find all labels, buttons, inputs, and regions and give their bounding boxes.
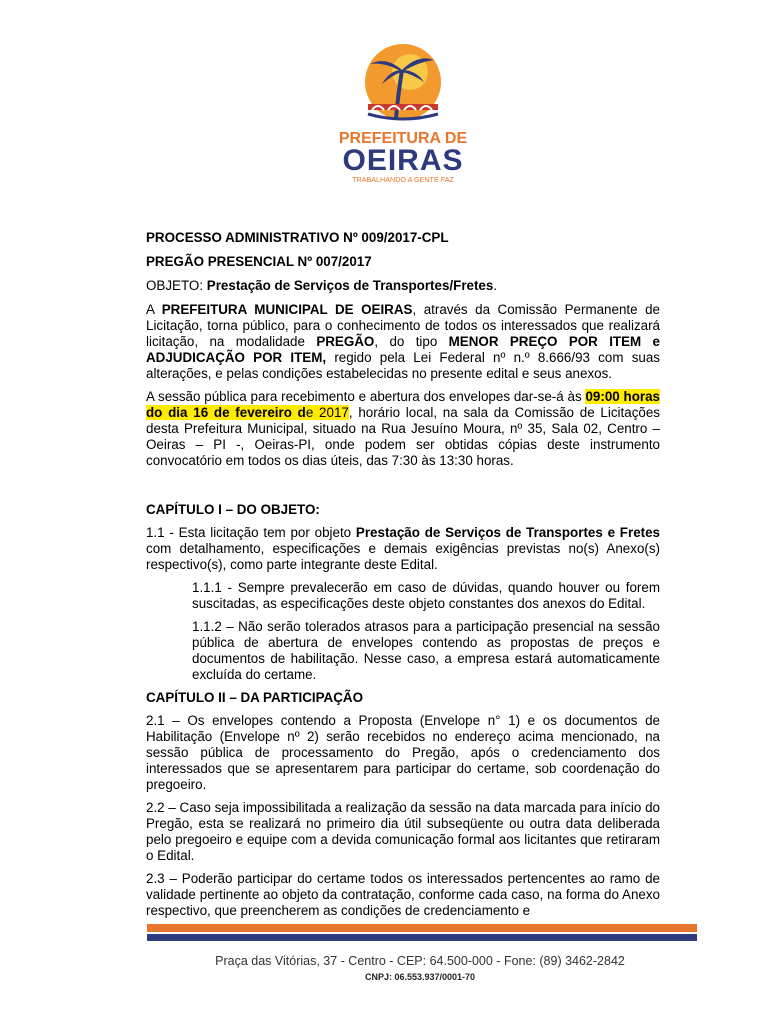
clause-1-1-2: 1.1.2 – Não serão tolerados atrasos para a participação presencial na sessão pública de abertura de envelopes contendo as propostas de preços e documentos de habilitação. Nesse caso, a empresa estará automaticamente excluída do certame. xyxy=(192,619,660,682)
spacer xyxy=(146,476,660,502)
clause-2-3: 2.3 – Poderão participar do certame todos os interessados pertencentes ao ramo de validade pertinente ao objeto da contratação, conforme cada caso, na forma do Anexo respectivo, que preencherem as condições de credenciamento e xyxy=(146,871,660,918)
chapter-1-title: CAPÍTULO I – DO OBJETO: xyxy=(146,502,320,517)
clause-1-1: 1.1 - Esta licitação tem por objeto Prestação de Serviços de Transportes e Fretes com detalhamento, especificações e demais exigências previstas no(s) Anexo(s) respectivo(s), como parte integrante deste Edital. xyxy=(146,525,661,572)
session-paragraph: A sessão pública para recebimento e abertura dos envelopes dar-se-á às 09:00 horas do dia 16 de fevereiro de 2017, horário local, na sala da Comissão de Licitações desta Prefeitura Municipal, situado na Rua Jesuíno Moura, nº 35, Sala 02, Centro – Oeiras – PI -, Oeiras-PI, onde podem ser obtidas cópias deste instrumento convocatório em todos os dias úteis, das 7:30 às 13:30 horas. xyxy=(146,389,660,468)
footer-cnpj: CNPJ: 06.553.937/0001-70 xyxy=(364,972,476,982)
chapter-2-title: CAPÍTULO II – DA PARTICIPAÇÃO xyxy=(146,690,363,705)
objeto-label: OBJETO: xyxy=(146,278,207,293)
clause-2-2: 2.2 – Caso seja impossibilitada a realização da sessão na data marcada para início do Pregão, esta se realizará no primeiro dia útil subseqüente ou outra data deliberada pelo pregoeiro e equipe com a devida comunicação formal aos licitantes que retiraram o Edital. xyxy=(146,800,660,863)
logo-name-line2: OEIRAS xyxy=(342,144,464,177)
footer-orange-bar xyxy=(147,924,697,932)
session-highlight-year: e 2017 xyxy=(305,405,349,420)
clause-1-1-1: 1.1.1 - Sempre prevalecerão em caso de dúvidas, quando houver ou forem suscitadas, as especificações deste objeto constantes dos anexos do Edital. xyxy=(192,580,660,611)
pregao-heading: PREGÃO PRESENCIAL Nº 007/2017 xyxy=(146,254,372,269)
logo-slogan: TRABALHANDO A GENTE FAZ xyxy=(352,175,454,184)
logo-name-line1: PREFEITURA DE xyxy=(338,130,468,147)
prefeitura-logo xyxy=(338,40,468,190)
objeto-line xyxy=(146,278,660,294)
objeto-end: . xyxy=(493,278,498,293)
footer-navy-bar xyxy=(147,934,697,941)
clause-2-1: 2.1 – Os envelopes contendo a Proposta (Envelope n° 1) e os documentos de Habilitação (Envelope nº 2) serão recebidos no endereço acima mencionado, na sessão pública de processamento do Pregão, após o credenciamento dos interessados que se apresentarem para participar do certame, sob coordenação do pregoeiro. xyxy=(146,713,660,792)
objeto-value: Prestação de Serviços de Transportes/Fretes xyxy=(206,278,494,293)
footer-address: Praça das Vitórias, 37 - Centro - CEP: 64.500-000 - Fone: (89) 3462-2842 xyxy=(215,954,625,968)
session-highlight: 09:00 horas do dia 16 de fevereiro d xyxy=(146,389,660,420)
document-body xyxy=(146,230,660,926)
intro-paragraph: A PREFEITURA MUNICIPAL DE OEIRAS, através da Comissão Permanente de Licitação, torna público, para o conhecimento de todos os interessados que realizará licitação, na modalidade PREGÃO, do tipo MENOR PREÇO POR ITEM e ADJUDICAÇÃO POR ITEM, regido pela Lei Federal nº n.º 8.666/93 com suas alterações, e pelas condições estabelecidas no presente edital e seus anexos. xyxy=(146,302,661,381)
processo-heading: PROCESSO ADMINISTRATIVO Nº 009/2017-CPL xyxy=(146,230,449,245)
